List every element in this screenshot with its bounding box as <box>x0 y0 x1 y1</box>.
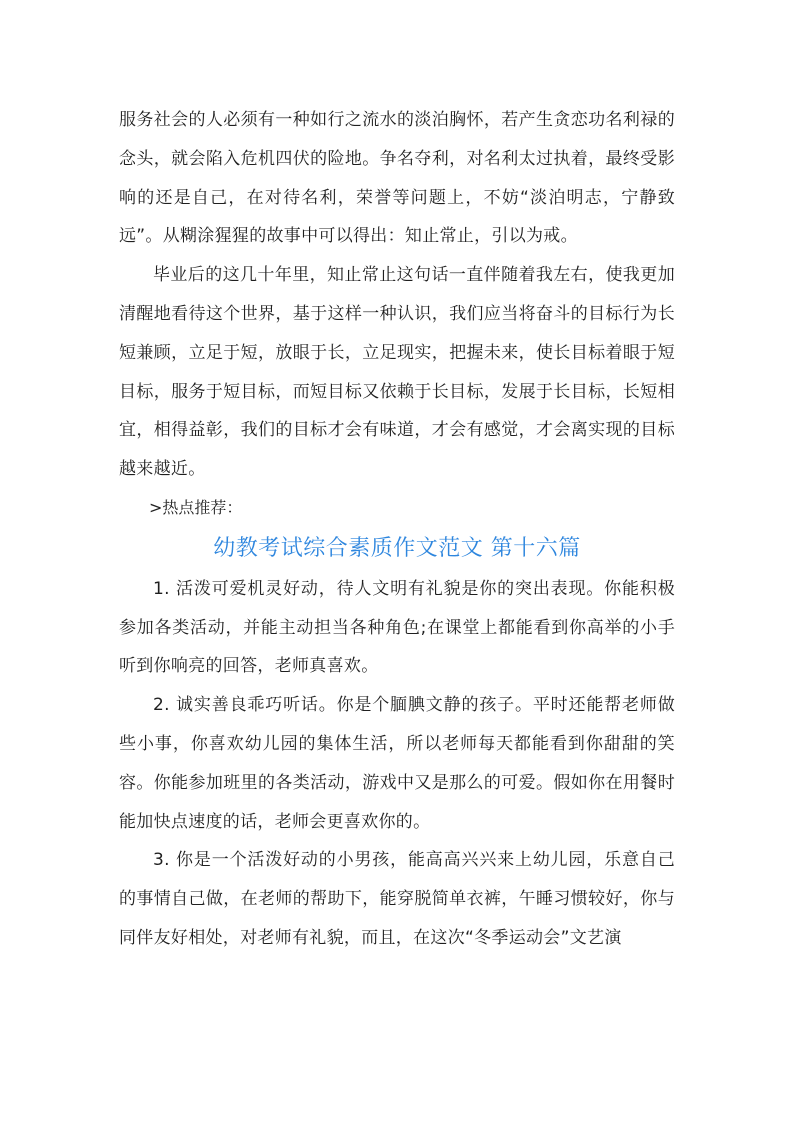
document-body <box>119 101 675 958</box>
list-item-3: 3. 你是一个活泼好动的小男孩，能高高兴兴来上幼儿园，乐意自己的事情自己做，在老师的帮助下，能穿脱简单衣裤，午睡习惯较好，你与同伴友好相处，对老师有礼貌，而且，在这次“冬季运动会”文艺演 <box>119 850 675 948</box>
list-item-2: 2. 诚实善良乖巧听话。你是个腼腆文静的孩子。平时还能帮老师做些小事，你喜欢幼儿园的集体生活，所以老师每天都能看到你甜甜的笑容。你能参加班里的各类活动，游戏中又是那么的可爱。假如你在用餐时能加快点速度的话，老师会更喜欢你的。 <box>119 695 675 832</box>
list-item-1: 1. 活泼可爱机灵好动，待人文明有礼貌是你的突出表现。你能积极参加各类活动，并能主动担当各种角色;在课堂上都能看到你高举的小手听到你响亮的回答，老师真喜欢。 <box>119 578 675 677</box>
section-title: 幼教考试综合素质作文范文 第十六篇 <box>213 535 581 561</box>
paragraph-graduation: 毕业后的这几十年里，知止常止这句话一直伴随着我左右，使我更加清醒地看待这个世界，基于这样一种认识，我们应当将奋斗的目标行为长短兼顾，立足于短，放眼于长，立足现实，把握未来，使长目标着眼于短目标，服务于短目标，而短目标又依赖于长目标，发展于长目标，长短相宜，相得益彰，我们的目标才会有味道，才会有感觉，才会离实现的目标越来越近。 <box>119 265 675 480</box>
paragraph-continuation: 服务社会的人必须有一种如行之流水的淡泊胸怀，若产生贪恋功名利禄的念头，就会陷入危机四伏的险地。争名夺利，对名利太过执着，最终受影响的还是自己，在对待名利，荣誉等问题上，不妨“淡泊明志，宁静致远”。从糊涂猩猩的故事中可以得出：知止常止，引以为戒。 <box>119 110 675 247</box>
hot-recommendation-label[interactable]: >热点推荐： <box>149 497 243 517</box>
